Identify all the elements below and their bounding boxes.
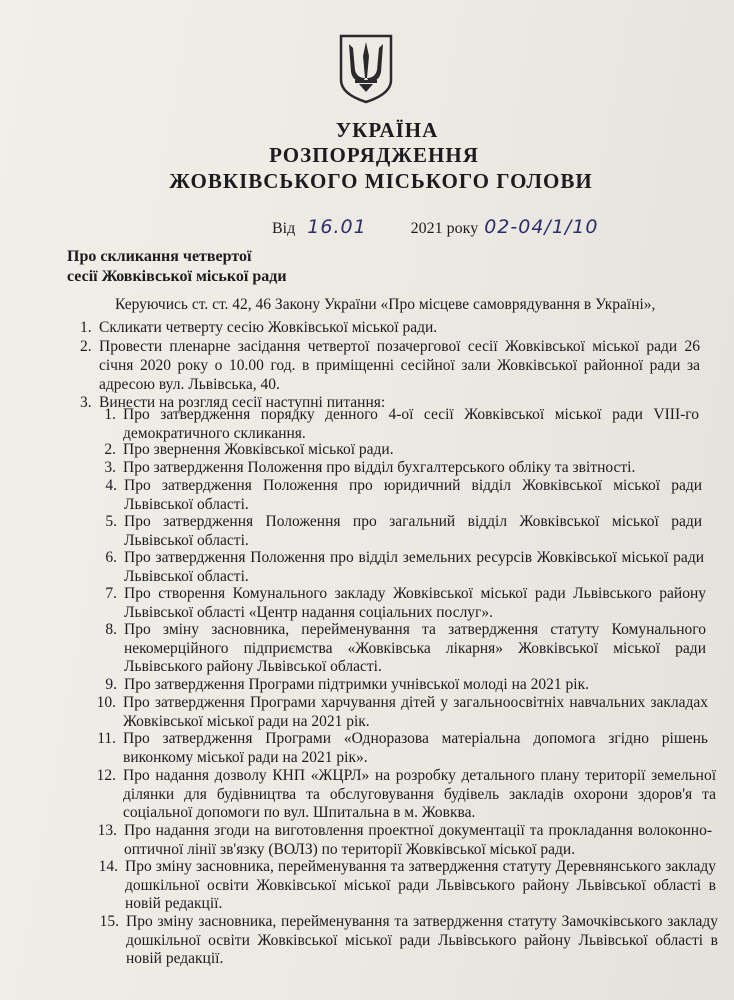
point-number: 3.: [80, 394, 92, 411]
date-year: 2021 року: [410, 220, 479, 237]
header-issuer: ЖОВКІВСЬКОГО МІСЬКОГО ГОЛОВИ: [169, 169, 593, 193]
subject-line-2: сесії Жовківської міської ради: [67, 268, 287, 285]
header-doc-type: РОЗПОРЯДЖЕННЯ: [269, 143, 479, 167]
agenda-number: 9.: [105, 676, 117, 693]
agenda-text: Про надання дозволу КНП «ЖЦРЛ» на розробку детального плану території земельної ділянки для будівництва та обслуговування будівель закладів охорони здоров'я та соціальної допомоги по вул. Шпитальна в м. Жовква.: [123, 767, 716, 821]
agenda-text: Про затвердження Програми харчування дітей у загальноосвітніх навчальних закладах Жовківської міської ради на 2021 рік.: [123, 694, 708, 730]
agenda-item-14: [98, 858, 716, 914]
agenda-number: 13.: [97, 822, 117, 839]
agenda-item-6: [105, 549, 704, 586]
agenda-number: 1.: [104, 406, 116, 423]
agenda-number: 8.: [105, 621, 117, 638]
agenda-number: 5.: [105, 513, 117, 530]
point-number: 1.: [80, 319, 92, 336]
agenda-text: Про затвердження порядку денного 4-ої сесії Жовківської міської ради VIII-го демократичного скликання.: [123, 406, 699, 442]
agenda-text: Про затвердження Положення про відділ бухгалтерського обліку та звітності.: [123, 459, 636, 476]
agenda-item-8: [105, 621, 706, 677]
agenda-item-12: [96, 767, 716, 823]
agenda-number: 11.: [97, 730, 116, 747]
point-text: Винести на розгляд сесії наступні питання:: [99, 394, 386, 411]
agenda-number: 2.: [104, 441, 116, 458]
agenda-item-10: [96, 694, 708, 731]
agenda-number: 15.: [99, 913, 119, 930]
agenda-text: Про зміну засновника, перейменування та затвердження статуту Комунального некомерційного підприємства «Жовківська лікарня» Жовківської міської ради Львівського району Львівської області.: [124, 621, 706, 675]
trident-emblem-icon: [337, 34, 395, 104]
subject-line-1: Про скликання четвертої: [67, 248, 252, 265]
point-text: Скликати четверту сесію Жовківської міської ради.: [99, 319, 438, 336]
agenda-text: Про надання згоди на виготовлення проектної документації та прокладання волоконно-оптичної лінії зв'язку (ВОЛЗ) по території Жовківської міської ради.: [124, 822, 712, 858]
agenda-item-15: [99, 913, 718, 969]
agenda-number: 14.: [98, 858, 118, 875]
agenda-item-1: [104, 406, 699, 443]
agenda-item-5: [105, 513, 702, 550]
agenda-item-3: [104, 459, 703, 478]
agenda-text: Про затвердження Програми підтримки учнівської молоді на 2021 рік.: [124, 676, 589, 693]
agenda-item-9: [105, 676, 706, 695]
handwritten-date: 16.01: [307, 216, 367, 238]
agenda-number: 12.: [96, 767, 116, 784]
agenda-text: Про затвердження Положення про відділ земельних ресурсів Жовківської міської ради Львівської області.: [124, 549, 704, 585]
point-text: Провести пленарне засідання четвертої позачергової сесії Жовківської міської ради 26 січня 2020 року о 10.00 год. в приміщенні сесійної зали Жовківської районної ради за адресою вул. Львівська, 40.: [99, 338, 700, 393]
agenda-item-11: [97, 730, 708, 767]
agenda-text: Про затвердження Положення про юридичний відділ Жовківської міської ради Львівської області.: [124, 477, 702, 513]
agenda-number: 6.: [105, 549, 117, 566]
point-number: 2.: [80, 338, 92, 355]
agenda-number: 10.: [96, 694, 116, 711]
document-subject: [67, 247, 287, 287]
agenda-number: 4.: [105, 477, 117, 494]
agenda-text: Про зміну засновника, перейменування та затвердження статуту Деревнянського закладу дошкільної освіти Жовківської міської ради Львівського району Львівської області в новій редакції.: [125, 858, 716, 912]
agenda-item-2: [104, 441, 699, 460]
agenda-item-7: [105, 585, 706, 622]
date-prefix: Від: [272, 220, 296, 237]
agenda-text: Про звернення Жовківської міської ради.: [123, 441, 394, 458]
agenda-text: Про створення Комунального закладу Жовківської міської ради Львівського району Львівської області «Центр надання соціальних послуг».: [124, 585, 706, 621]
agenda-text: Про затвердження Положення про загальний відділ Жовківської міської ради Львівської області.: [124, 513, 702, 549]
agenda-item-4: [105, 477, 702, 514]
handwritten-number: 02-04/1/10: [484, 216, 599, 238]
agenda-text: Про зміну засновника, перейменування та затвердження статуту Замочківського закладу дошкільної освіти Жовківської міської ради Львівського району Львівської області в новій редакції.: [126, 913, 718, 967]
agenda-number: 3.: [104, 459, 116, 476]
intro-paragraph: Керуючись ст. ст. 42, 46 Закону України «Про місцеве самоврядування в Україні»,: [115, 296, 656, 313]
agenda-text: Про затвердження Програми «Одноразова матеріальна допомога згідно рішень виконкому міської ради на 2021 рік».: [123, 730, 708, 766]
agenda-item-13: [97, 822, 712, 859]
header-country: УКРАЇНА: [335, 118, 439, 142]
dateline: [272, 216, 599, 238]
agenda-number: 7.: [105, 585, 117, 602]
